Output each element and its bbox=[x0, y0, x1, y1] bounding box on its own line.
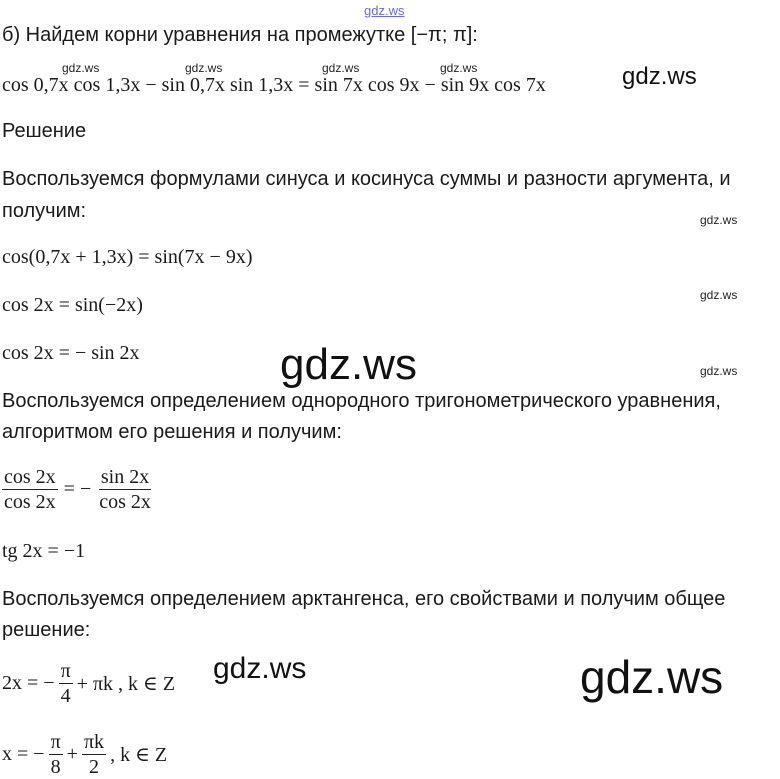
paragraph-2-line-1: Воспользуемся определением однородного тригонометрического уравнения, bbox=[2, 390, 721, 412]
paragraph-3-line-1: Воспользуемся определением арктангенса, его свойствами и получим общее bbox=[2, 588, 726, 610]
fraction-numerator: cos 2x bbox=[4, 466, 56, 488]
watermark-small: gdz.ws bbox=[62, 61, 100, 75]
plus-sign: + bbox=[66, 743, 78, 765]
fraction-denominator: cos 2x bbox=[4, 491, 56, 513]
solution-label: Решение bbox=[2, 120, 87, 142]
fraction-lhs bbox=[2, 465, 58, 514]
fraction-numerator: πk bbox=[83, 731, 105, 753]
fraction-numerator: π bbox=[60, 660, 71, 682]
paragraph-2-line-2: алгоритмом его решения и получим: bbox=[2, 421, 342, 443]
step-6-lhs: 2x = − bbox=[2, 672, 55, 694]
watermark-small: gdz.ws bbox=[185, 61, 223, 75]
fraction-denominator: 4 bbox=[60, 685, 71, 707]
watermark-small: gdz.ws bbox=[700, 364, 738, 378]
watermark-small: gdz.ws bbox=[322, 61, 360, 75]
step-7-lhs: x = − bbox=[2, 743, 45, 765]
step-2: cos 2x = sin(−2x) bbox=[2, 294, 143, 316]
watermark-top: gdz.ws bbox=[364, 3, 405, 18]
main-equation: cos 0,7x cos 1,3x − sin 0,7x sin 1,3x = sin 7x cos 9x − sin 9x cos 7x bbox=[2, 74, 546, 96]
step-5: tg 2x = −1 bbox=[2, 540, 86, 562]
paragraph-1-line-1: Воспользуемся формулами синуса и косинуса суммы и разности аргумента, и bbox=[2, 168, 731, 190]
paragraph-1-line-2: получим: bbox=[2, 200, 87, 222]
step-7-rest: , k ∈ Z bbox=[110, 744, 168, 766]
watermark-mid: gdz.ws bbox=[213, 652, 307, 685]
fraction-denominator: cos 2x bbox=[99, 491, 151, 513]
fraction-denominator: 2 bbox=[89, 756, 99, 778]
watermark-small: gdz.ws bbox=[700, 288, 738, 302]
watermark-mid: gdz.ws bbox=[622, 63, 697, 90]
fraction-pik-over-2 bbox=[82, 730, 106, 779]
task-heading: б) Найдем корни уравнения на промежутке [−π; π]: bbox=[2, 24, 478, 46]
step-4 bbox=[2, 465, 153, 514]
fraction-rhs bbox=[97, 465, 153, 514]
watermark-big: gdz.ws bbox=[280, 340, 417, 389]
step-6-rest: + πk , k ∈ Z bbox=[76, 673, 176, 695]
fraction-numerator: sin 2x bbox=[100, 466, 150, 488]
fraction-pi-over-8 bbox=[49, 730, 63, 779]
watermark-big: gdz.ws bbox=[580, 651, 724, 703]
fraction-numerator: π bbox=[50, 731, 61, 753]
step-6 bbox=[2, 659, 175, 708]
equals-minus: = − bbox=[63, 478, 92, 500]
watermark-small: gdz.ws bbox=[440, 61, 478, 75]
watermark-small: gdz.ws bbox=[700, 213, 738, 227]
step-7 bbox=[2, 730, 167, 779]
step-1: cos(0,7x + 1,3x) = sin(7x − 9x) bbox=[2, 246, 253, 268]
fraction-pi-over-4 bbox=[59, 659, 73, 708]
paragraph-3-line-2: решение: bbox=[2, 619, 91, 641]
step-3: cos 2x = − sin 2x bbox=[2, 342, 140, 364]
fraction-denominator: 8 bbox=[50, 756, 61, 778]
